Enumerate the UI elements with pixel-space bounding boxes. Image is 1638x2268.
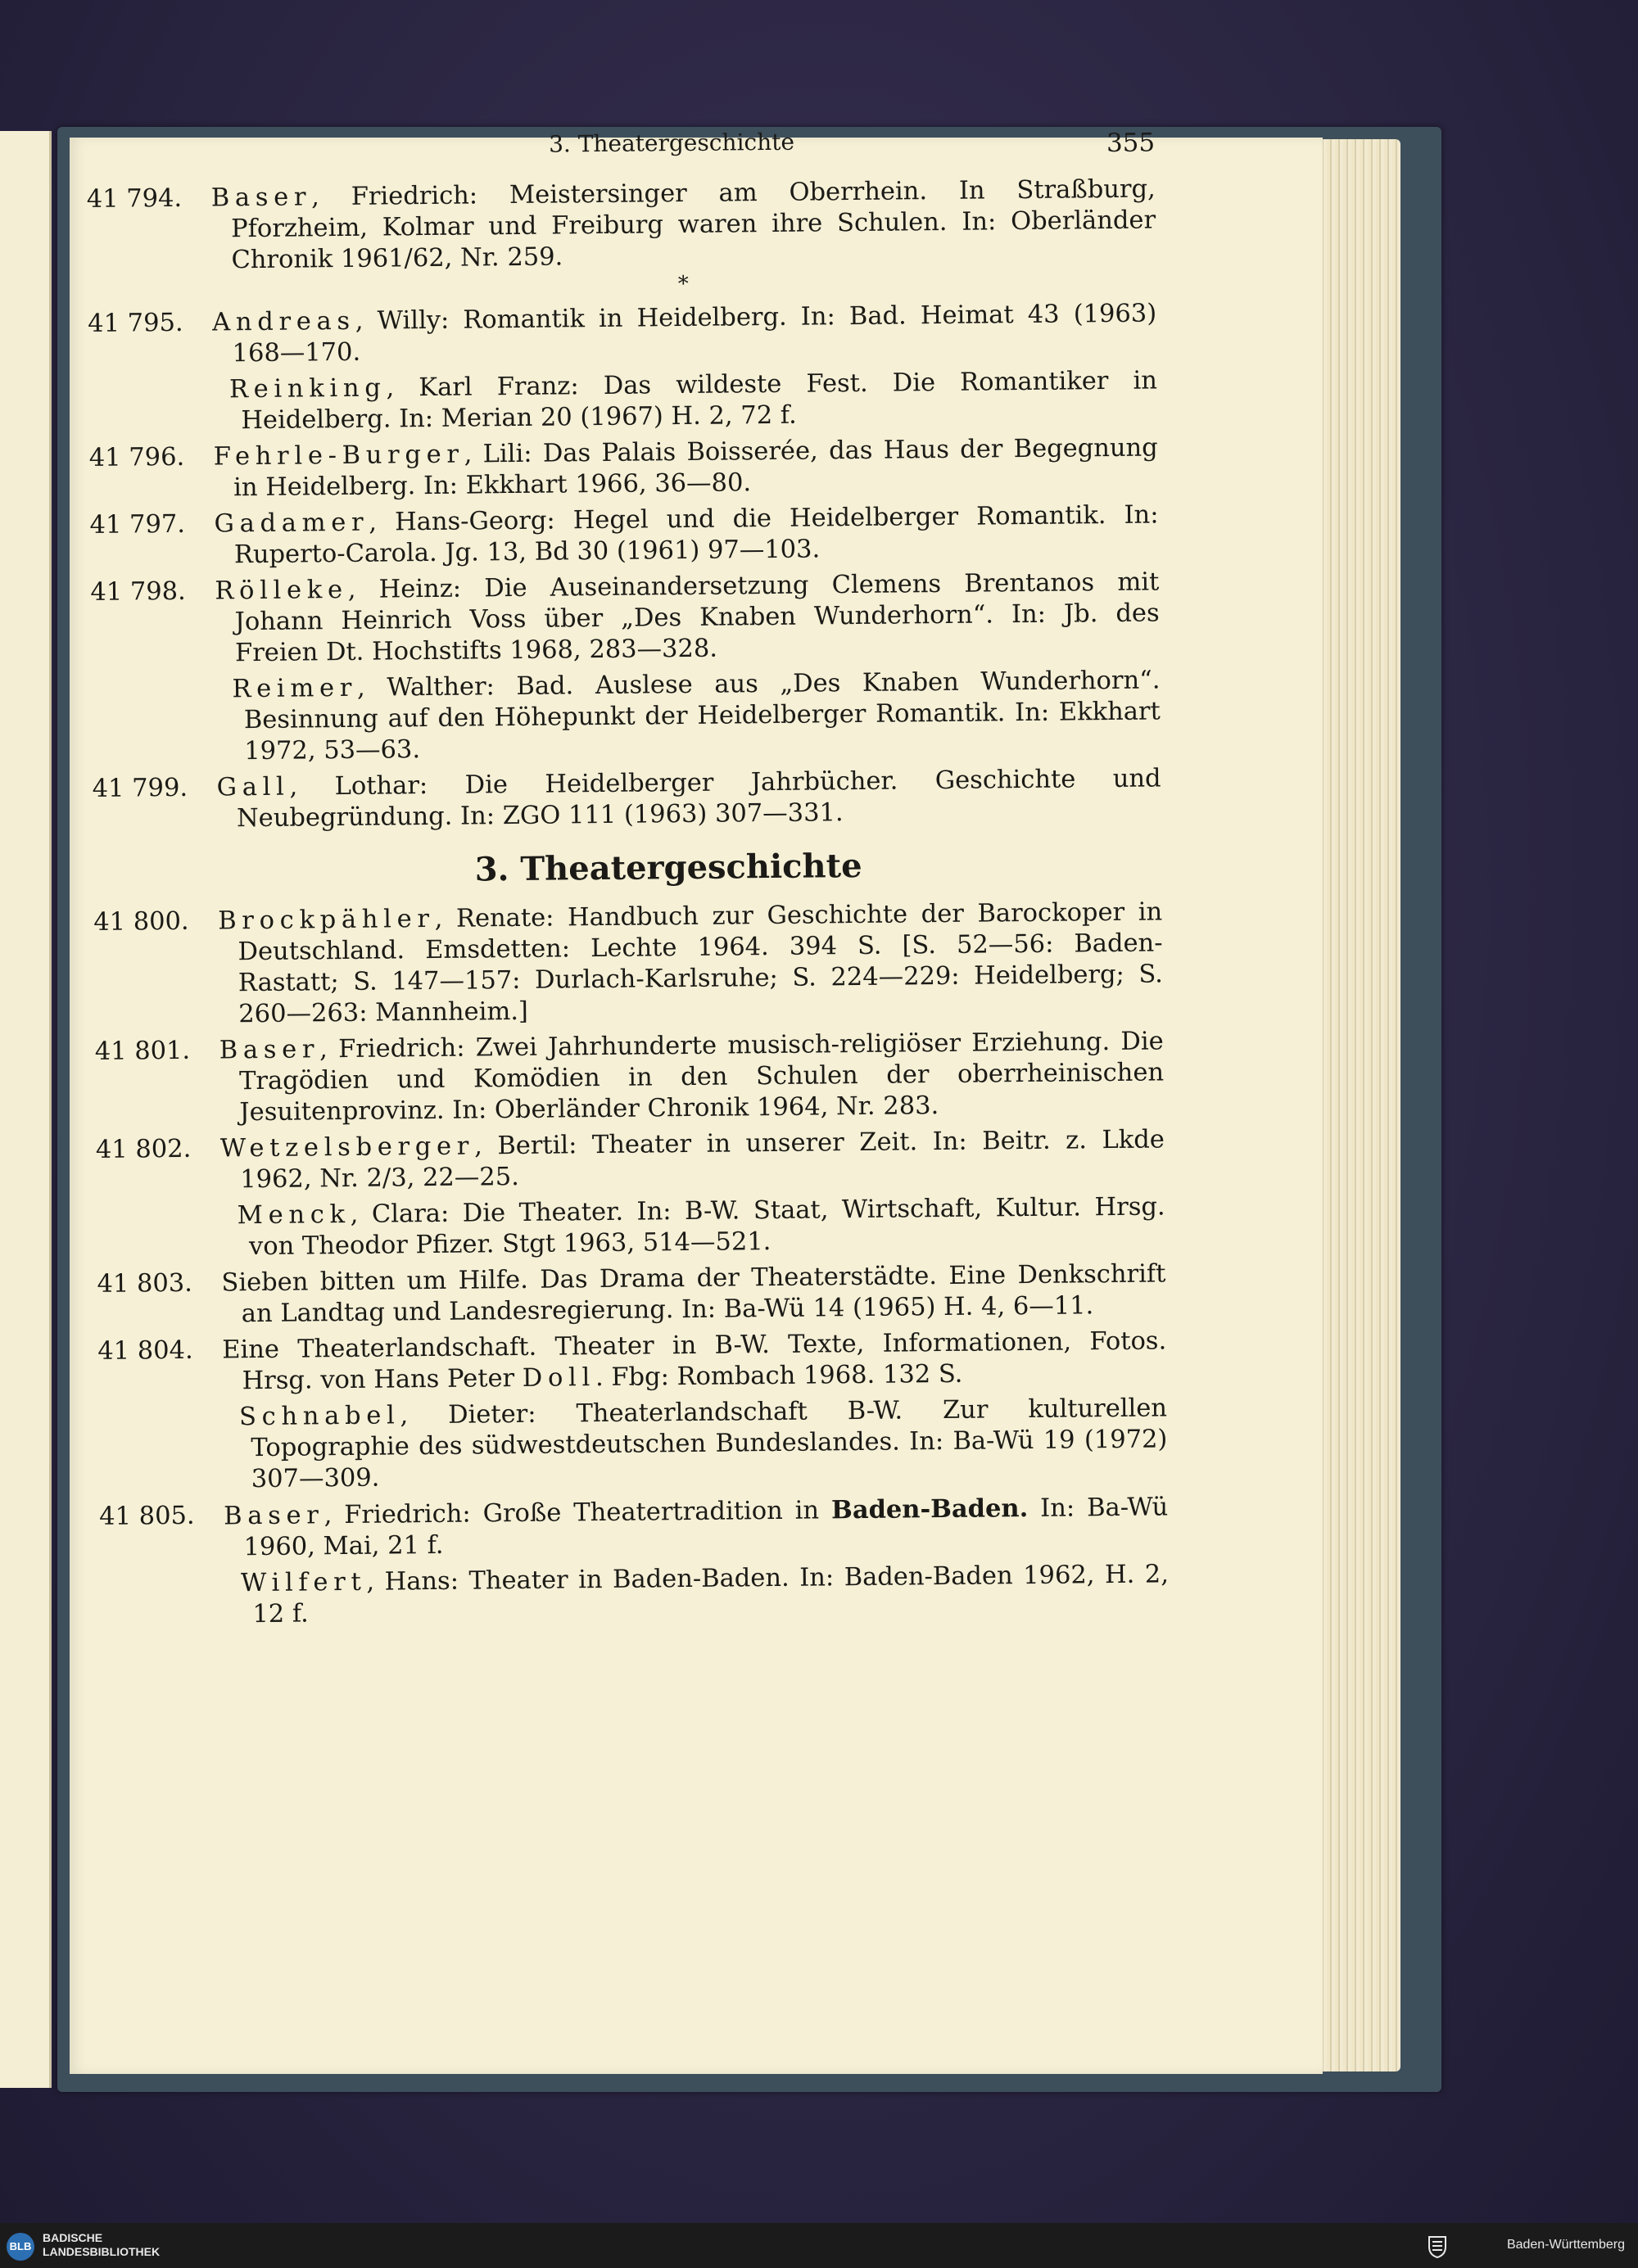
bibliography-subentry — [88, 365, 1158, 438]
entry-number: 41 796. — [88, 442, 185, 472]
entry-citation: , Friedrich: Zwei Jahrhunderte musisch-religiöser Erziehung. Die Tragödien und Komödien in den Schulen der oberrheinischen Jesuitenprovinz. In: Oberländer Chronik 1964, Nr. 283. — [238, 1027, 1165, 1127]
entry-author: Reinking — [229, 373, 387, 404]
entry-citation: , Friedrich: Große Theatertradition in — [324, 1496, 832, 1530]
entry-citation: , Lili: Das Palais Boisserée, das Haus der Begegnung in Heidelberg. In: Ekkhart 1966, 36—80. — [233, 433, 1158, 503]
entry-citation: , Hans: Theater in Baden-Baden. In: Baden-Baden 1962, H. 2, 12 f. — [252, 1560, 1170, 1629]
bibliography-entry — [87, 174, 1156, 278]
entry-citation: , Friedrich: Meistersinger am Oberrhein. In Straßburg, Pforzheim, Kolmar und Freiburg waren ihre Schulen. In: Oberländer Chronik 1961/62, Nr. 259. — [230, 174, 1156, 275]
entry-text — [222, 1326, 1167, 1397]
entry-list-theater — [93, 897, 1165, 1264]
entry-text — [237, 1191, 1165, 1263]
bibliography-entry — [99, 1491, 1169, 1565]
running-head-title: 3. Theatergeschichte — [548, 128, 795, 158]
entry-text — [218, 897, 1163, 1030]
entry-author: Baser — [219, 1035, 320, 1065]
bibliography-entry — [93, 897, 1163, 1032]
entry-citation: , Walther: Bad. Auslese aus „Des Knaben Wunderhorn“. Besinnung auf den Höhepunkt der Heidelberger Romantik. In: Ekkhart 1972, 53—63. — [243, 666, 1161, 766]
entry-citation: , Dieter: Theaterlandschaft B-W. Zur kulturellen Topographie des südwestdeutschen Bundeslandes. In: Ba-Wü 19 (1972) 307—309. — [251, 1394, 1168, 1494]
entry-number: 41 798. — [90, 576, 186, 607]
page-number: 355 — [1106, 128, 1156, 159]
entry-author: Wilfert — [240, 1567, 367, 1598]
entry-text — [220, 1124, 1165, 1195]
entry-text — [214, 499, 1159, 571]
entry-text — [219, 1026, 1165, 1128]
entry-text — [239, 1393, 1168, 1495]
bibliography-entry — [96, 1124, 1165, 1197]
left-page-edge — [0, 131, 52, 2088]
entry-text — [224, 1491, 1169, 1563]
entry-text — [232, 665, 1161, 767]
entry-citation: , Bertil: Theater in unserer Zeit. In: Beitr. z. Lkde 1962, Nr. 2/3, 22—25. — [240, 1125, 1165, 1195]
entry-author: Baser — [210, 183, 312, 213]
entry-author: Menck — [237, 1200, 351, 1231]
entry-text — [229, 365, 1158, 436]
entry-text — [211, 174, 1156, 276]
entry-author: Baser — [224, 1501, 324, 1531]
bibliography-entry — [95, 1026, 1165, 1130]
entry-text — [215, 567, 1160, 669]
entry-author: Schnabel — [238, 1401, 400, 1432]
bibliography-entry — [89, 499, 1159, 572]
blb-logo[interactable]: BLB — [7, 2233, 34, 2261]
entry-author: Rölleke — [215, 575, 348, 606]
bibliography-entry — [90, 567, 1160, 671]
section-separator: * — [677, 271, 689, 297]
entry-citation: , Renate: Handbuch zur Geschichte der Barockoper in Deutschland. Emsdetten: Lechte 1964. 394 S. [S. 52—56: Baden-Rastatt; S. 147—157: Durlach-Karlsruhe; S. 224—229: Heidelberg; S. 260—263: Mannheim.] — [238, 897, 1164, 1029]
entry-text — [221, 1258, 1166, 1330]
entry-citation: , Clara: Die Theater. In: B-W. Staat, Wirtschaft, Kultur. Hrsg. von Theodor Pfizer. Stgt 1963, 514—521. — [248, 1192, 1165, 1262]
entry-citation: , Lothar: Die Heidelberger Jahrbücher. Geschichte und Neubegründung. In: ZGO 111 (1963) 307—331. — [236, 764, 1161, 834]
bibliography-entry — [92, 763, 1161, 836]
bibliography-subentry — [91, 665, 1161, 769]
entry-citation: , Karl Franz: Das wildeste Fest. Die Romantiker in Heidelberg. In: Merian 20 (1967) H. 2, 72 f. — [241, 366, 1158, 436]
entry-list-romantik — [87, 174, 1156, 278]
entry-citation: , Willy: Romantik in Heidelberg. In: Bad. Heimat 43 (1963) 168—170. — [232, 299, 1157, 368]
entry-citation: Eine Theaterlandschaft. Theater in B-W. Texte, Informationen, Fotos. Hrsg. von Hans Peter — [222, 1326, 1167, 1396]
entry-number: 41 804. — [97, 1335, 193, 1366]
entry-text — [241, 1559, 1170, 1630]
entry-text — [214, 432, 1159, 504]
bw-coat-of-arms-icon — [1427, 2234, 1448, 2258]
entry-author: Gadamer — [214, 508, 369, 539]
entry-author: Reimer — [232, 673, 358, 704]
viewer-footer — [0, 2223, 1638, 2268]
entry-text — [216, 763, 1161, 834]
blb-line-1: BADISCHE — [43, 2231, 103, 2244]
entry-text — [212, 298, 1157, 369]
entry-citation-end: In: Ba-Wü 1960, Mai, 21 f. — [243, 1493, 1169, 1562]
bibliography-entry — [97, 1258, 1166, 1331]
entry-number: 41 803. — [97, 1268, 193, 1299]
entry-citation: , Hans-Georg: Hegel und die Heidelberger Romantik. In: Ruperto-Carola. Jg. 13, Bd 30 (1961) 97—103. — [233, 500, 1159, 570]
entry-number: 41 800. — [93, 906, 189, 937]
bibliography-entry — [97, 1326, 1167, 1398]
bw-label[interactable]: Baden-Württemberg — [1506, 2238, 1625, 2252]
entry-list-heidelberg — [88, 298, 1161, 835]
bibliography-entry — [88, 298, 1157, 371]
entry-number: 41 802. — [95, 1134, 192, 1164]
entry-author: Andreas — [212, 306, 356, 337]
entry-bold-place: Baden-Baden. — [830, 1493, 1029, 1525]
entry-author: Gall — [216, 772, 290, 802]
entry-number: 41 797. — [89, 509, 186, 540]
entry-citation-end: . Fbg: Rombach 1968. 132 S. — [595, 1359, 963, 1393]
entry-number: 41 801. — [94, 1036, 191, 1066]
entry-author: Wetzelsberger — [219, 1132, 475, 1163]
blb-line-2: LANDESBIBLIOTHEK — [43, 2245, 161, 2258]
bibliography-subentry — [97, 1191, 1166, 1264]
entry-author: Doll — [522, 1363, 596, 1393]
entry-number: 41 805. — [99, 1501, 195, 1531]
entry-author: Brockpähler — [218, 904, 435, 936]
entry-number: 41 794. — [86, 183, 183, 214]
bibliography-subentry — [100, 1559, 1170, 1632]
page-content — [86, 124, 1170, 1636]
entry-number: 41 799. — [92, 773, 188, 803]
blb-wordmark[interactable] — [43, 2231, 160, 2259]
bibliography-subentry — [98, 1393, 1168, 1497]
page-stack-edge — [1310, 139, 1400, 2071]
entry-number: 41 795. — [88, 308, 183, 338]
entry-citation: Sieben bitten um Hilfe. Das Drama der Theaterstädte. Eine Denkschrift an Landtag und Landesregierung. In: Ba-Wü 14 (1965) H. 4, 6—11. — [221, 1259, 1166, 1329]
entry-citation: , Heinz: Die Auseinandersetzung Clemens Brentanos mit Johann Heinrich Voss über „Des Knaben Wunderhorn“. In: Jb. des Freien Dt. Hochstifts 1968, 283—328. — [234, 567, 1160, 668]
bibliography-entry — [89, 432, 1159, 505]
entry-author: Fehrle-Burger — [213, 440, 464, 472]
section-title: 3. Theatergeschichte — [474, 846, 862, 889]
